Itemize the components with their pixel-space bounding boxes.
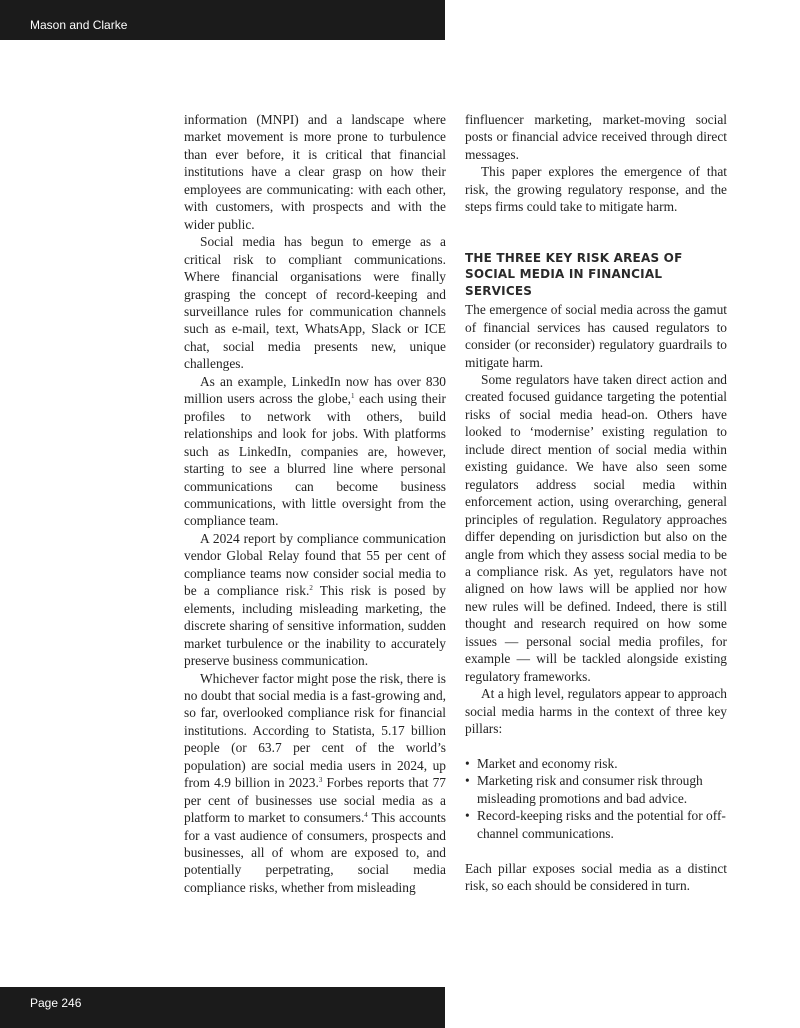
section-heading: THE THREE KEY RISK AREAS OF SOCIAL MEDIA IN FINANCIAL SERVICES [465, 250, 683, 298]
right-paragraph-1: finfluencer marketing, market-moving social posts or financial advice received through direct messages. [465, 112, 727, 162]
page-footer-bar [0, 987, 445, 1028]
footnote-ref-4[interactable]: 4 [364, 811, 368, 820]
list-item: • Market and economy risk. [465, 755, 727, 772]
paragraph-text: A 2024 report by compliance communication vendor Global Relay found that 55 per cent of compliance teams now consider social media to be a compliance risk. [184, 530, 446, 599]
left-paragraph-2: Social media has begun to emerge as a critical risk to compliant communications. Where financial organisations were finally grasping the concept of record-keeping and surveillance rules for communication channels such as e-mail, text, WhatsApp, Slack or ICE chat, social media presents new, unique challenges. [184, 234, 446, 372]
left-column [184, 111, 446, 896]
running-head: Mason and Clarke [30, 18, 128, 32]
paragraph-text: As an example, LinkedIn now has over 830 million users across the globe, [184, 373, 446, 407]
running-header-bar [0, 0, 445, 40]
right-paragraph-2: This paper explores the emergence of that risk, the growing regulatory response, and the steps firms could take to mitigate harm. [465, 164, 727, 215]
right-paragraph-6: Each pillar exposes social media as a distinct risk, so each should be considered in turn. [465, 860, 727, 894]
footnote-ref-2[interactable]: 2 [309, 584, 313, 593]
paragraph-text: Forbes reports that 77 per cent of businesses use social media as a platform to market to consumers. [184, 775, 447, 826]
paragraph-text: Whichever factor might pose the risk, there is no doubt that social media is a fast-growing and, so far, overlooked compliance risk for financial institutions. According to Statista, 5.17 billion people (or 63.7 per cent of the world’s population) are social media users in 2024, up from 4.9 billion in 2023. [184, 670, 446, 791]
page-number: Page 246 [30, 996, 82, 1010]
paragraph-text: each using their profiles to network with others, build relationships and look for jobs. With platforms such as LinkedIn, companies are, however, starting to see a blurred line where personal communications can become business communications, with little oversight from the compliance team. [184, 391, 447, 529]
left-paragraph-1: information (MNPI) and a landscape where market movement is more prone to turbulence than ever before, it is critical that financial institutions have a clear grasp on how their employees are communicating: with each other, with customers, with prospects and with the wider public. [184, 112, 446, 232]
right-paragraph-3: The emergence of social media across the gamut of financial services has caused regulators to consider (or reconsider) regulatory guardrails to mitigate harm. [465, 302, 727, 370]
footnote-ref-1[interactable]: 1 [351, 392, 355, 401]
paragraph-text: This accounts for a vast audience of consumers, prospects and businesses, all of whom are exposed to, and potentially perpetrating, social media compliance risks, whether from misleading [184, 810, 446, 895]
list-item: • Record-keeping risks and the potential for off-channel communications. [465, 807, 727, 842]
right-paragraph-5: At a high level, regulators appear to approach social media harms in the context of three key pillars: [465, 686, 727, 737]
left-paragraph-5 [184, 670, 446, 897]
paragraph-text: This risk is posed by elements, including misleading marketing, the discrete sharing of sensitive information, sudden market turbulence or the inability to accurately preserve business communication. [184, 583, 446, 669]
left-paragraph-4 [184, 530, 446, 670]
pillar-list [465, 755, 727, 842]
footnote-ref-3[interactable]: 3 [318, 776, 323, 785]
right-paragraph-4: Some regulators have taken direct action and created focused guidance targeting the potential risks of social media head-on. Others have looked to ‘modernise’ existing regulation to include direct mention of social media within existing guidance. We have also seen some regulators address social media within enforcement action, using overarching, general principles of regulation. Regulatory approaches differ depending on jurisdiction but also on the angle from which they assess social media to be a compliance risk. As yet, regulators have not aligned on how laws will be applied nor how new rules will be defined. Indeed, there is still thought and research required on how some issues — personal social media profiles, for example — will be tackled alongside existing regulatory frameworks. [465, 372, 727, 684]
left-paragraph-3 [184, 373, 446, 530]
list-item: • Marketing risk and consumer risk through misleading promotions and bad advice. [465, 772, 727, 807]
right-column [465, 111, 727, 895]
